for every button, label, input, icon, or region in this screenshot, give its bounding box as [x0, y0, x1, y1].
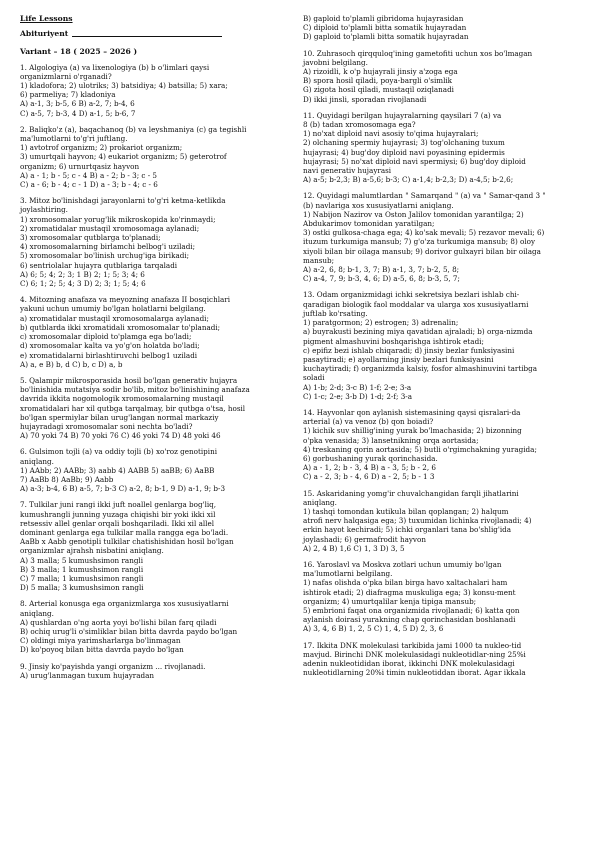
question-line: yakuni uchun umumiy bo'lgan holatlarni belgilang.: [20, 304, 206, 314]
question-line: a) buyrakusti bezining miya qavatidan ajraladi; b) orga-nizmda: [303, 327, 533, 337]
question-q8: [20, 599, 291, 654]
question-q4: [20, 295, 291, 369]
question-line: C) a - 2, 3; b - 4, 6 D) a - 2, 5; b - 1 3: [303, 472, 435, 482]
question-line: A) a-2, 6, 8; b-1, 3, 7; B) a-1, 3, 7; b-2, 5, 8;: [303, 265, 460, 275]
question-line: 17. Ikkita DNK molekulasi tarkibida jami 1000 ta nukleo-tid: [303, 640, 522, 650]
question-q17: [303, 641, 579, 678]
question-line: 10. Zuhrasoch qirqquloq'ining gametofiti uchun xos bo'lmagan: [303, 48, 533, 58]
question-line: 5) xromosomalar bo'linish urchug'iga birikadi;: [20, 251, 190, 261]
question-line: kuchaytiradi; f) organizmda kalsiy, fosfor almashinuvini tartibga: [303, 364, 537, 374]
question-line: 8. Arterial konusga ega organizmlarga xos xususiyatlarni: [20, 599, 229, 609]
question-line: C) a - 6; b - 4; c - 1 D) a - 3; b - 4; c - 6: [20, 180, 158, 190]
question-line: 5. Qalampir mikrosporasida hosil bo'lgan generativ hujayra: [20, 375, 238, 385]
question-q9b: [303, 14, 579, 42]
question-line: hujayradagi xromosomalar soni nechta bo'ladi?: [20, 421, 193, 431]
question-line: 2) xromatidalar mustaqil xromosomaga aylanadi;: [20, 223, 200, 233]
question-q5: [20, 376, 291, 440]
question-line: pasaytiradi; e) ayollarning jinsiy bezlari funksiyasini: [303, 354, 494, 364]
question-line: hujayrasi; 4) bug'doy diploid navi poyasining epidermis: [303, 147, 505, 157]
question-q13: [303, 290, 579, 400]
question-line: a) xromatidalar mustaqil xromosomalarga aylanadi;: [20, 313, 209, 323]
question-line: D) gaploid to'plamli bitta somatik hujayradan: [303, 32, 469, 42]
question-line: A) a-1, 3; b-5, 6 B) a-2, 7; b-4, 6: [20, 99, 135, 109]
question-line: 4) treskaning qorin aortasida; 5) butli o'rgimchakning yuragida;: [303, 444, 537, 454]
question-line: A) a, e B) b, d C) b, c D) a, b: [20, 359, 123, 369]
question-line: aniqlang.: [20, 608, 54, 618]
abiturient-name-line[interactable]: [72, 36, 222, 37]
question-q7: [20, 500, 291, 592]
question-line: 8 (b) tadan xromosomaga ega?: [303, 120, 416, 130]
question-line: arterial (a) va venoz (b) qon boiadi?: [303, 417, 434, 427]
question-q3: [20, 196, 291, 288]
question-line: 7) AaBb 8) AaBb; 9) Aabb: [20, 474, 114, 484]
question-line: organizmlarni o'rganadi?: [20, 71, 112, 81]
left-column: [20, 14, 291, 687]
question-line: 11. Quyidagi berilgan hujayralarning qaysilari 7 (a) va: [303, 110, 502, 120]
question-line: bo'linishida mutatsiya sodir bo'lib, mitoz bo'linishining anafaza: [20, 385, 250, 395]
question-line: bo'lgan spermiylar bilan urug'langan normal markaziy: [20, 412, 219, 422]
question-line: 5) embrioni faqat ona organizmida rivojlanadi; 6) katta qon: [303, 605, 520, 615]
question-line: hujayrasi; 5) no'xat diploid navi spermiysi; 6) bug'doy diploid: [303, 156, 526, 166]
question-line: 1) Nabijon Nazirov va Oston Jalilov tomonidan yarantilga; 2): [303, 209, 524, 219]
question-q16: [303, 560, 579, 634]
question-line: A) urug'lanmagan tuxum hujayradan: [20, 670, 155, 680]
question-line: 1) kichik suv shillig'ining yurak bo'lmachasida; 2) bizonning: [303, 426, 522, 436]
question-line: 1) AAbb; 2) AABb; 3) aabb 4) AABB 5) aaBB; 6) AaBB: [20, 465, 215, 475]
question-line: C) 6; 1; 2; 5; 4; 3 D) 2; 3; 1; 5; 4; 6: [20, 279, 146, 289]
abiturient-field: [20, 29, 291, 38]
question-line: d) xromosomalar kalta va yo'g'on holatda bo'ladi;: [20, 341, 200, 351]
variant-heading: Variant – 18 ( 2025 – 2026 ): [20, 47, 138, 57]
question-line: 1) no'xat diploid navi asosiy to'qima hujayralari;: [303, 129, 479, 139]
question-line: A) 2, 4 B) 1,6 C) 1, 3 D) 3, 5: [303, 543, 405, 553]
question-line: pigment almashuvini boshqarishga ishtirok etadi;: [303, 336, 484, 346]
question-line: D) ikki jinsli, sporadan rivojlanadi: [303, 94, 427, 104]
question-q2: [20, 125, 291, 189]
question-line: c) xromosomalar diploid to'plamga ega bo'ladi;: [20, 332, 192, 342]
question-line: 1. Algologiya (a) va lixenologiya (b) b o'limlari qaysi: [20, 62, 210, 72]
question-q12: [303, 191, 579, 283]
question-q9: [20, 662, 291, 680]
question-line: soladi: [303, 373, 325, 383]
question-q15: [303, 489, 579, 553]
question-line: 3) ostki gulkosa-chaga ega; 4) ko'sak mevali; 5) rezavor mevali; 6): [303, 228, 545, 238]
question-line: c) epifiz bezi ishlab chiqaradi; d) jinsiy bezlar funksiyasini: [303, 345, 515, 355]
question-line: G) zigota hosil qiladi, mustaqil oziqlanadi: [303, 85, 454, 95]
question-line: juftlab ko'rsating.: [303, 308, 368, 318]
question-line: xromatidalari har xil qutbga tarqalmay, bir qutbga o'tsa, hosil: [20, 403, 246, 413]
question-line: erkin hayot kechiradi; 5) ichki organlari tana bo'shlig'ida: [303, 525, 512, 535]
question-line: 1) kladofora; 2) ulotriks; 3) batsidiya; 4) batsilla; 5) xara;: [20, 81, 228, 91]
question-line: C) a-5, 7; b-3, 4 D) a-1, 5; b-6, 7: [20, 108, 136, 118]
document-title: Life Lessons: [20, 14, 73, 23]
question-line: C) a-4, 7, 9; b-3, 4, 6; D) a-5, 6, 8; b-3, 5, 7;: [303, 274, 460, 284]
question-line: 3. Mitoz bo'linishdagi jarayonlarni to'g'ri ketma-ketlikda: [20, 196, 226, 206]
question-line: ma'lumotlarni to'g'ri juftlang.: [20, 134, 128, 144]
question-line: organizm; 4) umurtqalilar kenja tipiga mansub;: [303, 596, 477, 606]
question-line: aniqlang.: [20, 456, 54, 466]
question-line: B) 3 malla; 1 kumushsimon rangli: [20, 564, 144, 574]
question-line: A) 6; 5; 4; 2; 3; 1 B) 2; 1; 5; 3; 4; 6: [20, 269, 145, 279]
question-line: A) 3 malla; 5 kumushsimon rangli: [20, 555, 144, 565]
question-line: AaBb x Aabb genotipli tulkilar chatishishidan hosil bo'lgan: [20, 537, 234, 547]
question-line: 13. Odam organizmidagi ichki sekretsiya bezlari ishlab chi-: [303, 290, 520, 300]
question-line: B) gaploid to'plamli gibridoma hujayrasidan: [303, 14, 464, 23]
question-line: xiyoli bilan bir oilaga mansub; 9) dorivor gulxayri bilan bir oilaga: [303, 246, 541, 256]
question-line: mavjud. Birinchi DNK molekulasidagi nukleotidlar-ning 25%i: [303, 649, 526, 659]
question-line: 14. Hayvonlar qon aylanish sistemasining qaysi qisralari-da: [303, 407, 521, 417]
question-line: ishtirok etadi; 2) diafragma muskuliga ega; 3) konsu-ment: [303, 587, 516, 597]
question-line: 6) parmeliya; 7) kladoniya: [20, 90, 116, 100]
question-q6: [20, 447, 291, 493]
question-line: 6. Gulsimon tojli (a) va oddiy tojli (b) xo'roz genotipini: [20, 447, 217, 457]
question-line: organizmlar ajrahsh nisbatini aniqlang.: [20, 546, 164, 556]
question-line: A) a - 1; b - 5; c - 4 B) a - 2; b - 3; c - 5: [20, 170, 158, 180]
question-line: adenin nukleotididan iborat, ikkinchi DNK molekulasidagi: [303, 659, 515, 668]
question-line: D) ko'poyoq bilan bitta davrda paydo bo'lgan: [20, 645, 184, 655]
question-line: ituzum turkumiga mansub; 7) g'o'za turkumiga mansub; 8) oloy: [303, 237, 536, 247]
question-line: 6) sentriolalar hujayra qutblariga tarqaladi: [20, 260, 178, 270]
question-line: 1) tashqi tomondan kutikula bilan qoplangan; 2) halqum: [303, 506, 509, 516]
question-line: 15. Askaridaning yomg'ir chuvalchangidan farqli jihatlarini: [303, 488, 519, 498]
question-line: B) spora hosil qiladi, poya-bargli o'simlik: [303, 76, 453, 86]
question-q1: [20, 63, 291, 118]
left-questions: [20, 63, 291, 680]
question-line: B) ochiq urug'li o'simliklar bilan bitta davrda paydo bo'lgan: [20, 626, 238, 636]
question-line: nukleotidlarning 20%i timin nukleotiddan iborat. Agar ikkala: [303, 668, 526, 678]
question-line: atrofi nerv halqasiga ega; 3) tuxumidan lichinka rivojlanadi; 4): [303, 516, 532, 526]
question-line: A) rizoidli, k o'p hujayrali jinsiy a'zoga ega: [303, 67, 458, 77]
question-line: kumushrangli junning yuzaga chiqishi bir yoki ikki xil: [20, 509, 216, 519]
question-q10: [303, 49, 579, 104]
question-line: A) 3, 4, 6 B) 1, 2, 5 C) 1, 4, 5 D) 2, 3, 6: [303, 624, 444, 634]
question-line: A) a - 1, 2; b - 3, 4 B) a - 3, 5; b - 2, 6: [303, 463, 436, 473]
question-line: A) 1-b; 2-d; 3-c B) 1-f; 2-e; 3-a: [303, 382, 412, 392]
question-line: 4) xromosomalarning birlamchi belbog'i uziladi;: [20, 242, 196, 252]
question-line: 3) xromosomalar qutblarga to'planadi;: [20, 233, 161, 243]
question-line: 1) avtotrof organizm; 2) prokariot organizm;: [20, 143, 183, 153]
question-line: 16. Yaroslavl va Moskva zotlari uchun umumiy bo'lgan: [303, 559, 502, 569]
question-line: 2) olchaning spermiy hujayrasi; 3) tog'olchaning tuxum: [303, 138, 505, 148]
question-line: organizm; 6) urnurtqasiz hayvon: [20, 161, 140, 171]
question-line: e) xromatidalarni birlashtiruvchi belbog1 uziladi: [20, 350, 198, 360]
question-line: A) a-5; b-2,3; B) a-5,6; b-3; C) a-1,4; b-2,3; D) a-4,5; b-2,6;: [303, 175, 514, 185]
question-line: o'pka venasida; 3) lansetnikning orqa aortasida;: [303, 435, 479, 445]
question-line: davrida ikkita nogomologik xromosomalarning mustaqil: [20, 394, 224, 404]
question-line: 3) umurtqali hayvon; 4) eukariot organizm; 5) geterotrof: [20, 152, 227, 162]
question-line: C) diploid to'plamli bitta somatik hujayradan: [303, 23, 467, 33]
question-line: (b) navlariga xos xususiyatlarni aniqlang.: [303, 200, 454, 210]
right-column: [303, 14, 579, 684]
question-line: ma'lumotlarni belgilang.: [303, 569, 393, 579]
question-q11: [303, 111, 579, 185]
question-line: 2. Baliqko'z (a), baqachanoq (b) va leyshmaniya (c) ga tegishli: [20, 124, 247, 134]
question-line: aylanish doirasi yurakning chap qorinchasidan boshlanadi: [303, 615, 516, 625]
question-line: 12. Quyidagi malumtlardan " Samarqand " (a) va " Samar-qand 3 ": [303, 191, 546, 201]
question-line: mansub;: [303, 255, 335, 265]
question-line: b) qutblarda ikki xromatidali xromosomalar to'planadi;: [20, 322, 221, 332]
question-line: qaradigan biologik faol moddalar va ularga xos xususiyatlarni: [303, 299, 529, 309]
abiturient-label: Abituriyent: [20, 29, 69, 39]
question-q14: [303, 408, 579, 482]
question-line: 6) gorbushaning yurak qorinchasida.: [303, 453, 438, 463]
question-line: 1) paratgormon; 2) estrogen; 3) adrenalin;: [303, 318, 459, 328]
right-questions: [303, 14, 579, 677]
question-line: joylashtiring.: [20, 205, 68, 215]
question-line: Abdukarimov tomonidan yaratilgan;: [303, 219, 435, 229]
question-line: navi generativ hujayrasi: [303, 166, 392, 176]
question-line: aniqlang.: [303, 497, 337, 507]
question-line: A) 70 yoki 74 B) 70 yoki 76 C) 46 yoki 74 D) 48 yoki 46: [20, 431, 221, 441]
question-line: dominant genlarga ega tulkilar malla rangga ega bo'ladi.: [20, 527, 229, 537]
question-line: D) 5 malla; 3 kumushsimon rangli: [20, 583, 144, 593]
question-line: C) oldingi miya yarimsharlarga bo'linmagan: [20, 636, 181, 646]
question-line: 1) nafas olishda o'pka bilan birga havo xaltachalari ham: [303, 578, 508, 588]
question-line: 4. Mitozning anafaza va meyozning anafaza II bosqichlari: [20, 295, 231, 305]
question-line: C) 7 malla; 1 kumushsimon rangli: [20, 573, 144, 583]
question-line: C) 1-c; 2-e; 3-b D) 1-d; 2-f; 3-a: [303, 391, 412, 401]
question-line: retsessiv allel genlar orqali boshqariladi. Ikki xil allel: [20, 518, 215, 528]
question-line: 9. Jinsiy ko'payishda yangi organizm ... rivojlanadi.: [20, 661, 206, 671]
question-line: A) a-3; b-4, 6 B) a-5, 7; b-3 C) a-2, 8; b-1, 9 D) a-1, 9; b-3: [20, 484, 226, 494]
question-line: 7. Tulkilar juni rangi ikki juft noallel genlarga bog'liq,: [20, 500, 217, 510]
question-line: 1) xromosomalar yorug'lik mikroskopida ko'rinmaydi;: [20, 214, 216, 224]
question-line: A) qushlardan o'ng aorta yoyi bo'lishi bilan farq qiladi: [20, 617, 217, 627]
question-line: javobni belgilang.: [303, 57, 368, 67]
question-line: joylashadi; 6) germafrodit hayvon: [303, 534, 426, 544]
